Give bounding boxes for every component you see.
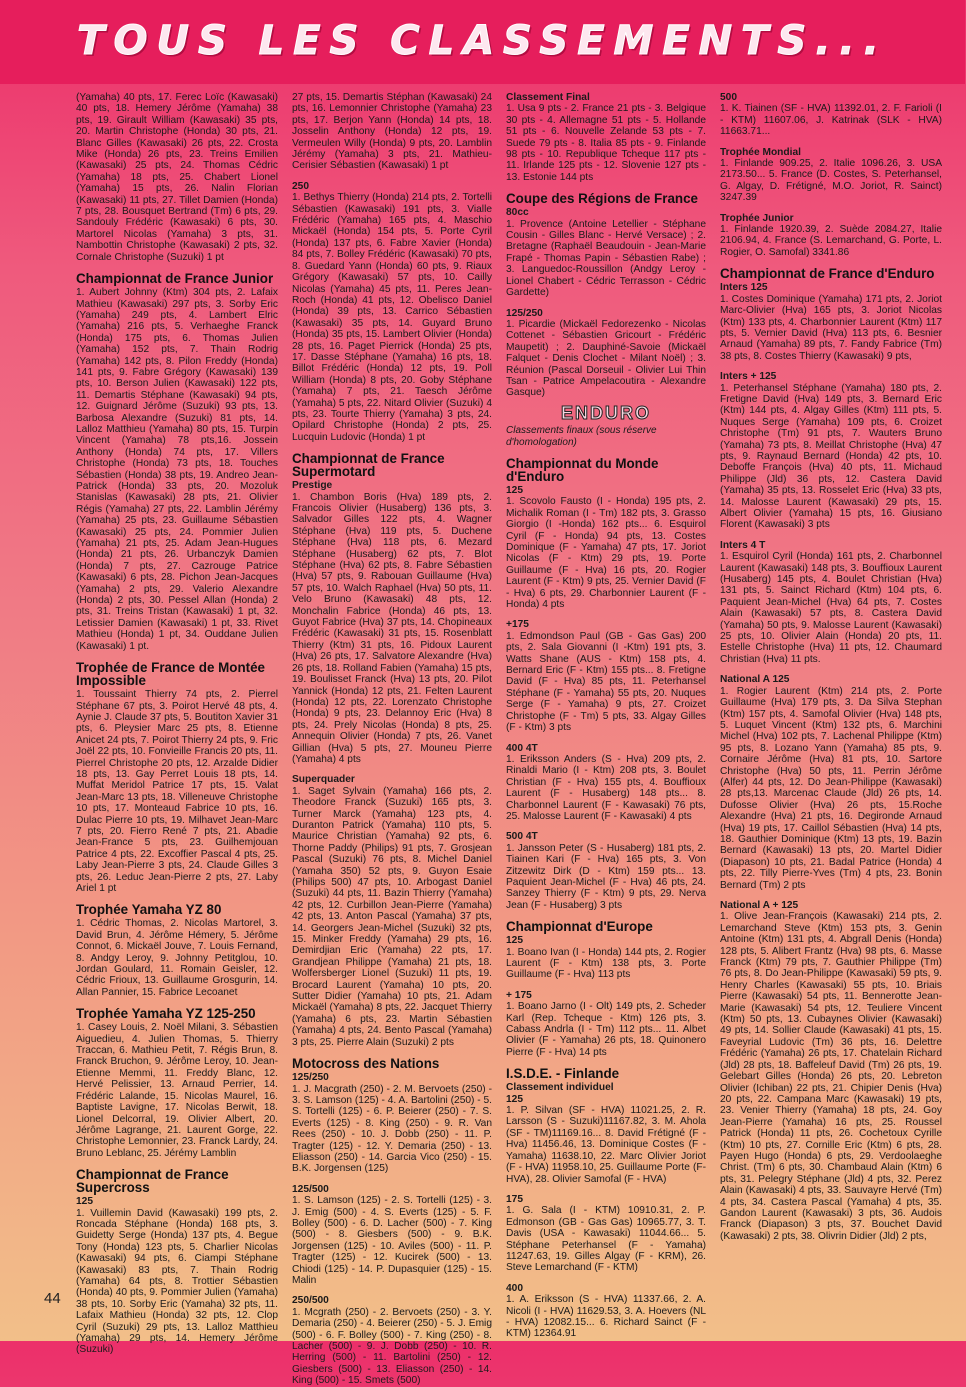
result-section <box>292 1184 492 1287</box>
enduro-note: Classements finaux (sous réserve d'homologation) <box>506 425 657 448</box>
section-category: 125/250 <box>292 1072 329 1084</box>
result-section <box>506 1194 706 1274</box>
column-4 <box>720 92 942 1292</box>
section-category: +175 <box>506 619 529 631</box>
section-results: 1. Chambon Boris (Hva) 189 pts, 2. Francois Olivier (Husaberg) 136 pts, 3. Salvador Gilles 122 pts, 4. Wagner Stéphane (Hva) 119 pts, 5. Duchene Stéphane (Hva) 118 pts, 6. Mezard Stéphane (Husaberg) 62 pts, 7. Blot Stéphane (Hva) 62 pts, 8. Fabre Sébastien (Hva) 57 pts, 9. Rabouan Guillaume (Hva) 57 pts, 10. Walch Raphael (Hva) 50 pts, 11. Velo Bruno (Kawasaki) 48 pts, 12. Monchalin Fabrice (Honda) 46 pts, 13. Guyot Fabrice (Hva) 37 pts, 14. Chopineaux Frédéric (Kawasaki) 31 pts, 15. Rosenblatt Thierry (Ktm) 31 pts, 16. Pidoux Laurent (Hva) 26 pts, 17. Salvatore Alexandre (Hva) 26 pts, 18. Rolland Fabien (Yamaha) 15 pts, 19. Boulisset Franck (Hva) 13 pts, 20. Pilot Yannick (Honda) 12 pts, 21. Felten Laurent (Honda) 12 pts, 22. Lorenzato Christophe (Honda) 9 pts, 23. Delannoy Eric (Hva) 8 pts, 24. Prely Nicolas (Honda) 8 pts, 25. Annequin Olivier (Honda) 7 pts, 26. Vanet Gillian (Hva) 5 pts, 27. Mouneu Pierre (Yamaha) 4 pts <box>292 491 492 765</box>
section-results: 1. Vuillemin David (Kawasaki) 199 pts, 2. Roncada Stéphane (Honda) 168 pts, 3. Guidetty Serge (Honda) 137 pts, 4. Begue Tony (Honda) 123 pts, 5. Charlier Nicolas (Kawasaki) 94 pts, 6. Ciampi Stéphane (Kawasaki) 83 pts, 7. Thain Rodrig (Yamaha) 64 pts, 8. Trottier Sébastien (Honda) 40 pts, 9. Pommier Julien (Yamaha) 38 pts, 10. Sorby Eric (Yamaha) 32 pts, 11. Lafaix Mathieu (Honda) 32 pts, 12. Clop Cyril (Suzuki) 29 pts, 13. Lalloz Matthieu (Yamaha) 29 pts, 14. Hemery Jérôme (Suzuki) <box>76 1207 278 1356</box>
section-category: National A 125 <box>720 674 790 686</box>
section-category: 400 <box>506 1282 523 1294</box>
section-title: Coupe des Régions de France <box>506 191 698 207</box>
column-2 <box>292 92 492 1387</box>
result-section <box>720 371 942 531</box>
section-results: 1. Provence (Antoine Letellier - Stéphane Cousin - Gilles Blanc - Hervé Versace) ; 2. Bretagne (Raphaël Beaudouin - Jean-Marie Frapé - Thomas Papin - Sébastien Rabe) ; 3. Languedoc-Roussillon (Andgy Leroy - Lionel Chabert - Cédric Terrasson - Cédric Gardette) <box>506 218 706 299</box>
section-results: 1. K. Tiainen (SF - HVA) 11392.01, 2. F. Farioli (I - KTM) 11607.06, J. Katrinak (SLK - HVA) 11663.71... <box>720 103 942 138</box>
section-category: Inters + 125 <box>720 371 777 383</box>
section-results: (Yamaha) 40 pts, 17. Ferec Loïc (Kawasaki) 40 pts, 18. Hemery Jérôme (Yamaha) 38 pts, 19. Girault William (Kawasaki) 35 pts, 20. Martin Christophe (Honda) 30 pts, 21. Blanc Gilles (Kawasaki) 26 pts, 22. Crosta Mike (Honda) 26 pts, 23. Treins Emilien (Kawasaki) 25 pts, 24. Thomas Cédric (Yamaha) 18 pts, 25. Chabert Lionel (Yamaha) 15 pts, 26. Nalin Florian (Kawasaki) 11 pts, 27. Tillet Damien (Honda) 7 pts, 28. Bousquet Bertrand (Tm) 6 pts, 29. Sandouly Frédéric (Kawasaki) 6 pts, 30. Martorel Nicolas (Yamaha) 3 pts, 31. Nambottin Christophe (Kawasaki) 2 pts, 32. Cornale Christophe (Suzuki) 1 pt <box>76 92 278 263</box>
enduro-heading: ENDURO <box>560 402 651 423</box>
section-results: 1. Aubert Johnny (Ktm) 304 pts, 2. Lafaix Mathieu (Kawasaki) 297 pts, 3. Sorby Eric (Yamaha) 249 pts, 4. Lambert Elric (Yamaha) 216 pts, 5. Verhaeghe Franck (Honda) 175 pts, 6. Thomas Julien (Yamaha) 152 pts, 7. Thain Rodrig (Yamaha) 142 pts, 8. Pilon Freddy (Honda) 141 pts, 9. Fabre Grégory (Kawasaki) 139 pts, 10. Berson Julien (Kawasaki) 122 pts, 11. Demartis Stéphane (Kawasaki) 94 pts, 12. Guignard Jérôme (Suzuki) 93 pts, 13. Barbosa Alexandre (Suzuki) 81 pts, 14. Lalloz Matthieu (Yamaha) 80 pts, 15. Turpin Vincent (Yamaha) 78 pts,16. Jossein Anthony (Honda) 74 pts, 17. Villers Christophe (Honda) 73 pts, 18. Touches Sébastien (Honda) 38 pts, 19. Andreo Jean-Patrick (Honda) 33 pts, 20. Mozoluk Stanislas (Kawasaki) 28 pts, 21. Olivier Régis (Yamaha) 27 pts, 22. Lamblin Jérémy (Yamaha) 25 pts, 23. Guillaume Sébastien (Kawasaki) 25 pts, 24. Pommier Julien (Yamaha) 21 pts, 25. Adam Jean-Hugues (Honda) 21 pts, 26. Urbanczyk Damien (Honda) 7 pts, 27. Cazrouge Patrice (Kawasaki) 6 pts, 28. Pichon Jean-Jacques (Yamaha) 2 pts, 29. Valerio Alexandre (Honda) 2 pts, 30. Pessel Allan (Honda) 2 pts, 31. Treins Tristan (Kawasaki) 1 pt, 32. Letissier Damien (Kawasaki) 1 pt, 33. Rivet Mathieu (Honda) 1 pt, 34. Ouddane Julien (Kawasaki) 1 pt. <box>76 287 278 652</box>
result-section <box>76 661 278 894</box>
section-results: 27 pts, 15. Demartis Stéphan (Kawasaki) 24 pts, 16. Lemonnier Christophe (Yamaha) 23 pts, 17. Berjon Yann (Honda) 14 pts, 18. Josselin Anthony (Honda) 12 pts, 19. Vermeulen Willy (Honda) 9 pts, 20. Lamblin Jérémy (Yamaha) 3 pts, 21. Mathieu-Cerisier Sébastien (Kawasaki) 1 pt <box>292 92 492 172</box>
section-category: 500 <box>720 92 737 103</box>
result-section <box>76 1007 278 1159</box>
result-section <box>292 1295 492 1386</box>
result-section <box>292 181 492 443</box>
column-3 <box>506 92 706 1340</box>
section-title: Championnat de France Supercross <box>76 1167 229 1196</box>
section-title: Trophée Yamaha YZ 125-250 <box>76 1006 256 1022</box>
section-category: Classement individuel <box>506 1082 614 1094</box>
section-results: 1. Finlande 909.25, 2. Italie 1096.26, 3. USA 2173.50... 5. France (D. Costes, S. Peterhansel, G. Algay, D. Frétigné, M.O. Joriot, R. Sainct) 3247.39 <box>720 158 942 204</box>
section-title: Championnat de France Supermotard <box>292 451 445 480</box>
section-title: Trophée de France de Montée Impossible <box>76 660 265 689</box>
section-results: 1. Casey Louis, 2. Noël Milani, 3. Sébastien Aiguedieu, 4. Julien Thomas, 5. Thierry Traccan, 6. Mathieu Petit, 7. Régis Brun, 8. Franck Bruchon, 9. Jérôme Leroy, 10. Jean-Etienne Memmi, 11. Freddy Blanc, 12. Hervé Pelissier, 13. Arnaud Perrier, 14. Frédéric Lalande, 15. Nicolas Maurel, 16. Baptiste Lavigne, 17. Nicolas Berwit, 18. Lionel Delcorral, 19. Olivier Albert, 20. Jérôme Lagrange, 21. Laurent Gorge, 22. Christophe Lemonnier, 23. Franck Lardy, 24. Bruno Leblanc, 25. Jérémy Lamblin <box>76 1022 278 1159</box>
section-category: 400 4T <box>506 742 538 754</box>
section-results: 1. Saget Sylvain (Yamaha) 166 pts, 2. Theodore Franck (Suzuki) 165 pts, 3. Turner Marck (Yamaha) 123 pts, 4. Duranton Patrick (Yamaha) 110 pts, 5. Maurice Christian (Yamaha) 92 pts, 6. Thorne Paddy (Philips) 91 pts, 7. Grosjean Pascal (Suzuki) 76 pts, 8. Michel Daniel (Yamaha 350) 52 pts, 9. Guyon Esaie (Philips 500) 47 pts, 10. Arbogast Daniel (Suzuki) 44 pts, 11. Bazin Thierry (Yamaha) 42 pts, 12. Curbillon Jean-Pierre (Yamaha) 42 pts, 13. Anton Pascal (Yamaha) 37 pts, 14. Georgers Jean-Michel (Suzuki) 32 pts, 15. Minker Freddy (Yamaha) 29 pts, 16. Demirdjian Eric (Yamaha) 22 pts, 17. Grandjean Philippe (Yamaha) 21 pts, 18. Wolfersberger Lionel (Suzuki) 11 pts, 19. Brocard Laurent (Yamaha) 10 pts, 20. Sutter Didier (Yamaha) 10 pts, 21. Adam Mickaël (Yamaha) 8 pts, 22. Jacquet Thierry (Yamaha) 6 pts, 23. Martin Sébastien (Yamaha) 4 pts, 24. Bento Pascal (Yamaha) 3 pts, 25. Pierre Alain (Suzuki) 2 pts <box>292 785 492 1048</box>
section-title: I.S.D.E. - Finlande <box>506 1066 620 1082</box>
section-results: 1. J. Macgrath (250) - 2. M. Bervoets (250) - 3. S. Lamson (125) - 4. A. Bartolini (250) - 5. S. Tortelli (125) - 6. P. Beierer (250) - 7. S. Everts (125) - 8. King (250) - 9. R. Van Rees (250) - 10. J. Dobb (250) - 11. P. Tragter (125) - 12. Y. Demaria (250) - 13. Eliasson (250) - 14. Garcia Vico (250) - 15. B.K. Jorgensen (125) <box>292 1083 492 1175</box>
result-section <box>76 272 278 652</box>
section-category: + 175 <box>506 989 532 1001</box>
section-results: 1. Eriksson Anders (S - Hva) 209 pts, 2. Rinaldi Mario (I - Ktm) 208 pts, 3. Boulet Christian (F - Hva) 155 pts, 4. Bouffioux Laurent (F - Husaberg) 148 pts... 8. Charbonnel Laurent (F - Kawasaki) 76 pts, 25. Malosse Laurent (F - Kawasaki) 4 pts <box>506 753 706 822</box>
result-section <box>720 267 942 362</box>
section-title: Trophée Yamaha YZ 80 <box>76 902 222 918</box>
result-section <box>506 1067 706 1185</box>
section-category: Superquader <box>292 774 355 786</box>
result-section <box>720 147 942 204</box>
header-banner <box>0 0 965 84</box>
section-title: Motocross des Nations <box>292 1056 440 1072</box>
section-results: 1. Toussaint Thierry 74 pts, 2. Pierrel Stéphane 67 pts, 3. Poirot Hervé 48 pts, 4. Aynie J. Claude 37 pts, 5. Boutiton Xavier 31 pts, 6. Pleysier Marc 25 pts, 8. Etienne Anicet 24 pts, 7. Poirot Thierry 24 pts, 9. Fric Joël 22 pts, 10. Fonvieille Francis 20 pts, 11. Pierrel Christophe 20 pts, 12. Arzalde Didier 18 pts, 13. Gay Perret Louis 18 pts, 14. Muffat Meridol Patrice 17 pts, 15. Valat Jean-Marc 13 pts, 18. Villeneuve Christophe 10 pts, 17. Monteaud Fabrice 10 pts, 16. Dulac Pierre 10 pts, 19. Milhavet Jean-Marc 7 pts, 20. Fierro René 7 pts, 21. Abadie Jean-France 5 pts, 23. Guilhemjouan Patrice 4 pts, 22. Excoffier Pascal 4 pts, 25. Laby Jean-Pierre 3 pts, 24. Claude Gilles 3 pts, 26. Leduc Jean-Pierre 2 pts, 27. Laby Ariel 1 pt <box>76 689 278 894</box>
section-category: 125/250 <box>506 307 543 319</box>
page-number: 44 <box>44 1290 61 1307</box>
result-section <box>720 213 942 259</box>
section-category: Trophée Mondial <box>720 146 801 158</box>
section-title: Championnat du Monde d'Enduro <box>506 455 659 484</box>
section-results: 1. Cédric Thomas, 2. Nicolas Martorel, 3. David Brun, 4. Jérôme Hémery, 5. Jérôme Connot, 6. Mickaël Jouve, 7. Louis Fernand, 8. Andgy Leroy, 9. Johnny Petitglou, 10. Jordan Goulard, 11. Romain Geisler, 12. Cédric Frioux, 13. Guillaume Grosgurin, 14. Allan Pannier, 15. Fabrice Lecoanet <box>76 918 278 998</box>
section-category: 125 <box>76 1196 93 1208</box>
section-category: 125 <box>506 484 523 496</box>
section-results: 1. Rogier Laurent (Ktm) 214 pts, 2. Porte Guillaume (Hva) 179 pts, 3. Da Silva Stephan (Ktm) 157 pts, 4. Samofal Olivier (Hva) 148 pts, 5. Luquet Vincent (Ktm) 132 pts, 6. Marchini Michel (Hva) 102 pts, 7. Lachenal Philippe (Ktm) 95 pts, 8. Lozano Yann (Yamaha) 85 pts, 9. Cornaire Jérôme (Hva) 81 pts, 10. Sartore Christophe (Hva) 50 pts, 11. Perrin Jérôme (Alfer) 44 pts, 12. Do Jean-Philippe (Kawasaki) 28 pts,13. Marcenac Claude (Jld) 26 pts, 14. Dufosse Olivier (Hva) 26 pts, 15.Roche Alexandre (Hva) 21 pts, 16. Degironde Arnaud (Hva) 19 pts, 17. Caillol Sébastien (Hva) 14 pts, 18. Gauthier Dominique (Ktm) 13 pts, 19. Bazin Bernard (Kawasaki) 13 pts, 20. Martel Didier (Diapason) 10 pts, 21. Badal Patrice (Honda) 4 pts, 22. Tilly Pierre-Yves (Tm) 4 pts, 23. Bonin Bernard (Tm) 2 pts <box>720 685 942 891</box>
result-section <box>506 619 706 733</box>
section-results: 1. Jansson Peter (S - Husaberg) 181 pts, 2. Tiainen Kari (F - Hva) 165 pts, 3. Von Zitzewitz Dirk (D - Ktm) 159 pts... 13. Paquient Jean-Michel (F - Hva) 46 pts, 24. Sanzey Thierry (F - Ktm) 9 pts, 29. Nerva Jean (F - Husaberg) 3 pts <box>506 842 706 911</box>
continued-results <box>292 92 492 172</box>
result-section <box>292 774 492 1048</box>
section-results: 1. P. Silvan (SF - HVA) 11021.25, 2. R. Larsson (S - Suzuki)11167.82, 3. M. Ahola (SF - TM)11169.16... 8. David Frétigné (F - Hva) 11456.46, 13. Dominique Costes (F - Yamaha) 11638.10, 22. Marc Olivier Joriot (F - HVA) 11958.10, 25. Guillaume Porte (F- HVA), 28. Olivier Samofal (F - HVA) <box>506 1105 706 1185</box>
results-columns <box>76 92 966 1387</box>
continued-results <box>76 92 278 263</box>
section-category: National A + 125 <box>720 900 799 911</box>
result-section <box>506 1283 706 1340</box>
result-section <box>720 92 942 138</box>
section-category: 125/500 <box>292 1183 329 1195</box>
section-category: Trophée Junior <box>720 212 794 224</box>
section-results: 1. Picardie (Mickaël Fedorezenko - Nicolas Cottenet - Sébastien Gricourt - Frédéric Maupetit) ; 2. Dauphiné-Savoie (Mickaël Falquet - Denis Clochet - Milant Noël) ; 3. Réunion (Pascal Dorseuil - Olivier Lui Thin Tsan - Patrice Ampelacoutira - Alexandre Gasque) <box>506 318 706 399</box>
section-category: Inters 125 <box>720 282 768 294</box>
result-section <box>76 1168 278 1356</box>
section-results: 1. Mcgrath (250) - 2. Bervoets (250) - 3. Y. Demaria (250) - 4. Beierer (250) - 5. J. Emig (500) - 6. F. Bolley (500) - 7. King (250) - 8. Lacher (500) - 9. J. Dobb (250) - 10. R. Herring (500) - 11. Bartolini (250) - 12. Giesbers (500) - 13. Eliasson (250) - 14. King (500) - 15. Smets (500) <box>292 1306 492 1387</box>
section-category: 175 <box>506 1193 523 1205</box>
section-category: 250/500 <box>292 1295 329 1307</box>
result-section <box>506 457 706 610</box>
result-section <box>506 743 706 823</box>
result-section <box>720 540 942 665</box>
section-results: 1. Scovolo Fausto (I - Honda) 195 pts, 2. Michalik Roman (I - Tm) 182 pts, 3. Grasso Giorgio (I -Honda) 162 pts... 6. Esquirol Cyril (F - Honda) 94 pts, 13. Costes Dominique (F - Yamaha) 47 pts, 17. Joriot Nicolas (F - Ktm) 29 pts, 19. Porte Guillaume (F - Hva) 16 pts, 20. Rogier Laurent (F - Ktm) 9 pts, 25. Vernier David (F - Hva) 6 pts, 29. Charbonnier Laurent (F - Honda) 4 pts <box>506 496 706 611</box>
section-category: 125 <box>506 935 523 947</box>
page-title: TOUS LES CLASSEMENTS... <box>77 18 888 64</box>
section-category: Inters 4 T <box>720 539 766 551</box>
result-section <box>720 674 942 891</box>
section-results: 1. Bethys Thierry (Honda) 214 pts, 2. Tortelli Sébastien (Kawasaki) 191 pts, 3. Vialle Frédéric (Yamaha) 165 pts, 4. Maschio Mickaël (Honda) 154 pts, 5. Porte Cyril (Honda) 137 pts, 6. Fabre Xavier (Honda) 84 pts, 7. Bolley Frédéric (Kawasaki) 70 pts, 8. Guedard Yann (Honda) 60 pts, 9. Riaux Grégory (Kawasaki) 57 pts, 10. Cailly Nicolas (Yamaha) 45 pts, 11. Peres Jean-Roch (Honda) 41 pts, 12. Obelisco Daniel (Honda) 39 pts, 13. Carrico Sébastien (Kawasaki) 35 pts, 14. Guyard Bruno (Honda) 35 pts, 15. Lambert Olivier (Honda) 28 pts, 16. Paget Pierrick (Honda) 25 pts, 17. Dasse Stéphane (Yamaha) 16 pts, 18. Billot Frédéric (Honda) 12 pts, 19. Poll William (Honda) 8 pts, 20. Goby Stéphane (Yamaha) 7 pts, 21. Taesch Jérôme (Yamaha) 5 pts, 22. Nitard Olivier (Suzuki) 4 pts, 23. Tourte Thierry (Yamaha) 3 pts, 24. Opilard Christophe (Honda) 2 pts, 25. Lucquin Ludovic (Honda) 1 pt <box>292 192 492 443</box>
section-category: 250 <box>292 180 309 192</box>
section-results: 1. S. Lamson (125) - 2. S. Tortelli (125) - 3. J. Emig (500) - 4. S. Everts (125) - 5. F. Bolley (500) - 6. D. Lacher (500) - 7. King (500) - 8. Giesbers (500) - 9. B.K. Jorgensen (125) - 10. Aviles (500) - 11. P. Tragter (125) - 12. Kucirek (500) - 13. Chiodi (125) - 14. P. Dupasquier (125) - 15. Malin <box>292 1195 492 1286</box>
section-results: 1. Costes Dominique (Yamaha) 171 pts, 2. Joriot Marc-Olivier (Hva) 165 pts, 3. Joriot Nicolas (Ktm) 133 pts, 4. Charbonnier Laurent (Ktm) 117 pts, 5. Vernier David (Hva) 113 pts, 6. Besnier Arnaud (Yamaha) 89 pts, 7. Fandy Fabrice (Tm) 38 pts, 8. Costes Thierry (Kawasaki) 9 pts, <box>720 293 942 362</box>
section-results: 1. A. Eriksson (S - HVA) 11337.66, 2. A. Nicoli (I - HVA) 11629.53, 3. A. Hoevers (NL - HVA) 12082.15... 6. Richard Sainct (F - KTM) 12364.91 <box>506 1294 706 1340</box>
section-category: 500 4T <box>506 831 538 843</box>
result-section <box>76 903 278 998</box>
section-results: 1. Boano Jarno (I - Olt) 149 pts, 2. Scheder Karl (Rep. Tcheque - Ktm) 126 pts, 3. Cabass Andrla (I - Tm) 112 pts... 11. Albet Olivier (F - Yamaha) 26 pts, 18. Quinonero Pierre (F - Hva) 14 pts <box>506 1001 706 1058</box>
result-section <box>506 308 706 399</box>
section-category: Classement Final <box>506 92 590 103</box>
column-1 <box>76 92 278 1356</box>
result-section <box>506 831 706 911</box>
section-results: 1. Esquirol Cyril (Honda) 161 pts, 2. Charbonnel Laurent (Kawasaki) 148 pts, 3. Bouffioux Laurent (Husaberg) 145 pts, 4. Boulet Christian (Hva) 131 pts, 5. Sainct Richard (Ktm) 104 pts, 6. Paquient Jean-Michel (Hva) 64 pts, 7. Costes Alain (Kawasaki) 57 pts, 8. Castera David (Yamaha) 50 pts, 9. Malosse Laurent (Kawasaki) 25 pts, 10. Olivier Alain (Honda) 20 pts, 11. Estelle Christophe (Hva) 11 pts, 12. Chaumard Christian (Hva) 11 pts. <box>720 551 942 665</box>
result-section <box>506 92 706 183</box>
result-section <box>292 452 492 765</box>
section-results: 1. Olive Jean-François (Kawasaki) 214 pts, 2. Lemarchand Steve (Ktm) 153 pts, 3. Genin Antoine (Ktm) 131 pts, 4. Abgrall Denis (Honda) 128 pts, 5. Alibert Frantz (Hva) 98 pts, 6. Masse Franck (Ktm) 79 pts, 7. Gauthier Philippe (Tm) 76 pts, 8. Do Jean-Philippe (Kawasaki) 59 pts, 9. Henry Charles (Kawasaki) 55 pts, 10. Briais Pierre (Kawasaki) 54 pts, 11. Bennerotte Jean-Marie (Kawasaki) 54 pts, 12. Teuliere Vincent (Ktm) 50 pts, 13. Cubaynes Olivier (Kawasaki) 49 pts, 14. Sollier Claude (Kawasaki) 41 pts, 15. Faveyrial Ludovic (Tm) 36 pts, 16. Delettre Frédéric (Yamaha) 26 pts, 17. Chatelain Richard (Jld) 28 pts, 18. Baffeleuf David (Tm) 26 pts, 19. Gelebart Gilles (Honda) 26 pts, 20. Lebreton Olivier (Ichiban) 22 pts, 21. Chipier Denis (Hva) 20 pts, 22. Campana Marc (Kawasaki) 19 pts, 23. Venier Thierry (Yamaha) 18 pts, 24. Goy Jean-Pierre (Yamaha) 16 pts, 25. Roussel Patrick (Honda) 11 pts, 26. Cochetoux Cyrille (Ktm) 10 pts, 27. Cornille Eric (Ktm) 6 pts, 28. Payen Hugo (Honda) 6 pts, 29. Verdoolaeghe Christ. (Tm) 6 pts, 30. Chambaud Alain (Ktm) 6 pts, 31. Pelegry Stéphane (Jld) 4 pts, 32. Perez Alain (Kawasaki) 4 pts, 33. Sauvayre Hervé (Tm) 4 pts, 34. Castera Pascal (Yamaha) 4 pts, 35. Gandon Laurent (Kawasaki) 3 pts, 36. Audois Franck (Diapason) 3 pts, 37. Bouchet David (Kawasaki) 2 pts, 38. Olivrin Didier (Jld) 2 pts, <box>720 911 942 1242</box>
section-results: 1. Boano Ivan (I - Honda) 144 pts, 2. Rogier Laurent (F - Ktm) 138 pts, 3. Porte Guillaume (F - Hva) 113 pts <box>506 946 706 981</box>
section-category: Prestige <box>292 480 333 492</box>
section-category: 80cc <box>506 207 529 219</box>
section-category: 125 <box>506 1093 523 1105</box>
section-results: 1. G. Sala (I - KTM) 10910.31, 2. P. Edmonson (GB - Gas Gas) 10965.77, 3. T. Davis (USA - Kawasaki) 11044.66... 5. Stéphane Peterhansel (F - Yamaha) 11247.63, 19. Gilles Algay (F - KRM), 26. Steve Lemarchand (F - KTM) <box>506 1205 706 1274</box>
section-title: Championnat d'Europe <box>506 919 653 935</box>
section-results: 1. Usa 9 pts - 2. France 21 pts - 3. Belgique 30 pts - 4. Allemagne 51 pts - 5. Hollande 51 pts - 6. Nouvelle Zelande 53 pts - 7. Suede 79 pts - 8. Italia 85 pts - 9. Finlande 98 pts - 10. Republique Tcheque 117 pts - 11. Irlande 125 pts - 12. Slovenie 127 pts - 13. Estonie 144 pts <box>506 103 706 183</box>
result-section <box>292 1057 492 1175</box>
section-results: 1. Edmondson Paul (GB - Gas Gas) 200 pts, 2. Sala Giovanni (I -Ktm) 191 pts, 3. Watts Shane (AUS - Ktm) 158 pts, 4. Bernard Eric (F - Ktm) 155 pts... 8. Fretigne David (F - Hva) 85 pts, 11. Peterhansel Stéphane (F - Yamaha) 55 pts, 20. Nuques Serge (F - Yamaha) 9 pts, 27. Croizet Christophe (F - Tm) 5 pts, 33. Algay Gilles (F - Ktm) 3 pts <box>506 630 706 734</box>
result-section <box>720 900 942 1242</box>
result-section <box>506 990 706 1058</box>
result-section <box>506 192 706 298</box>
section-results: 1. Finlande 1920.39, 2. Suède 2084.27, Italie 2106.94, 4. France (S. Lemarchand, G. Porte, L. Rogier, O. Samofal) 3341.86 <box>720 224 942 258</box>
section-title: Championnat de France Junior <box>76 271 274 287</box>
result-section <box>506 920 706 981</box>
section-title: Championnat de France d'Enduro <box>720 266 935 282</box>
section-results: 1. Peterhansel Stéphane (Yamaha) 180 pts, 2. Fretigne David (Hva) 149 pts, 3. Bernard Eric (Ktm) 144 pts, 4. Algay Gilles (Ktm) 111 pts, 5. Nuques Serge (Yamaha) 109 pts, 6. Croizet Christophe (Tm) 91 pts, 7. Wauters Bruno (Yamaha) 73 pts, 8. Meillat Christophe (Hva) 47 pts, 9. Raynaud Bernard (Honda) 42 pts, 10. Deboffe François (Hva) 40 pts, 11. Michaud Philippe (Jld) 36 pts, 12. Castera David (Yamaha) 35 pts, 13. Rosselet Eric (Hva) 33 pts, 14. Malosse Laurent (Kawasaki) 29 pts, 15. Albert Olivier (Yamaha) 15 pts, 16. Giusiano Florent (Kawasaki) 3 pts <box>720 382 942 531</box>
